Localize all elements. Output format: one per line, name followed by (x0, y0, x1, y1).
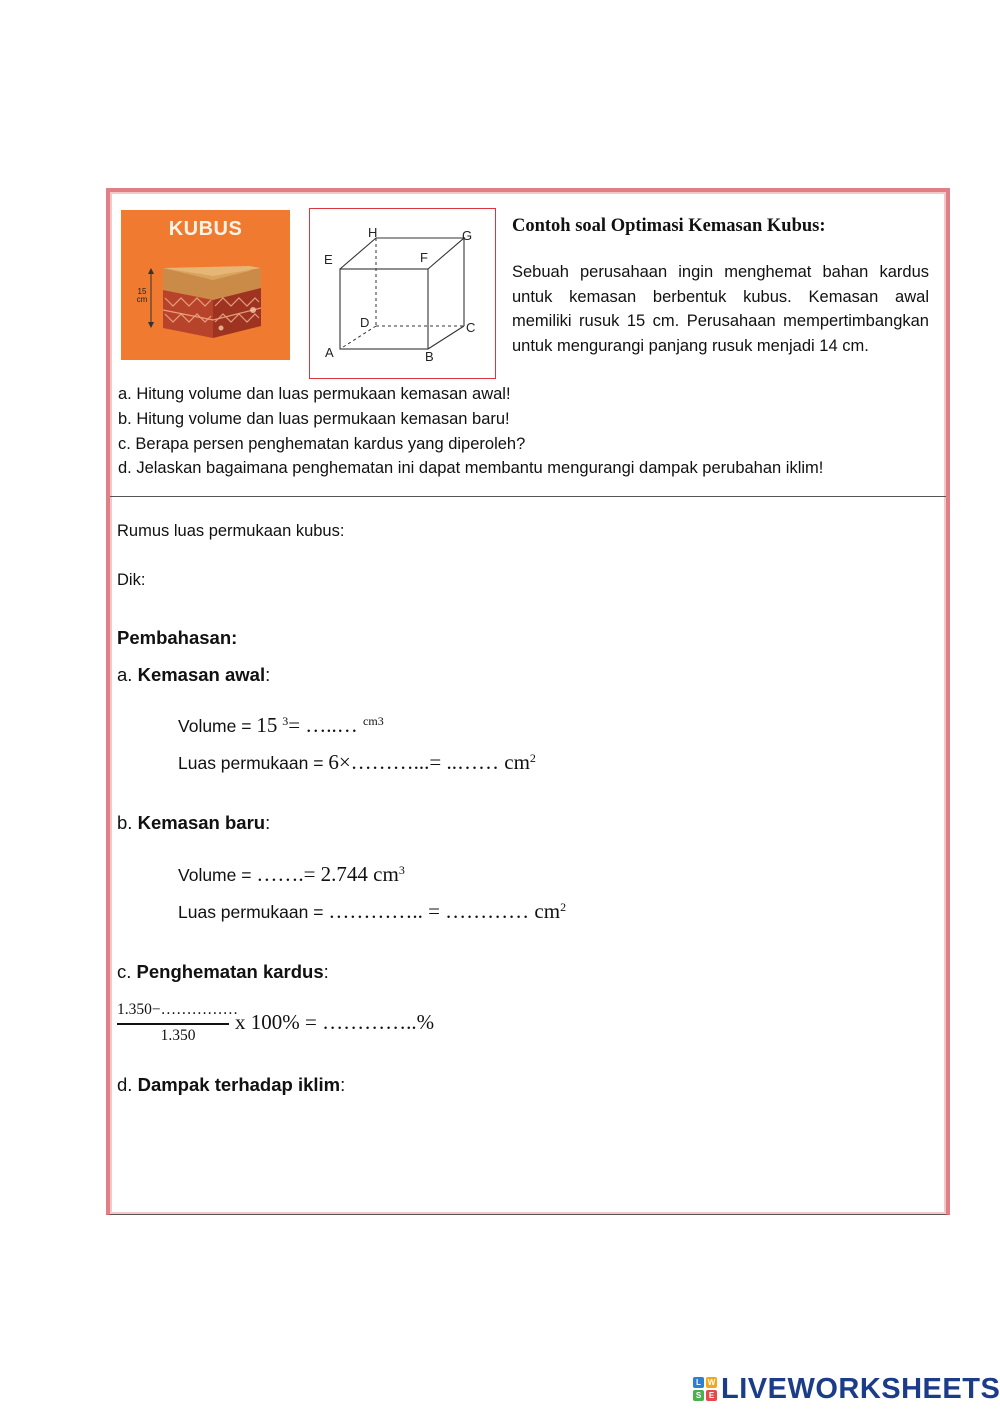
cube-diagram (309, 208, 496, 379)
part-b-luas-exp: 2 (560, 900, 567, 915)
part-a-volume-label: Volume = (178, 716, 257, 736)
question-title: Contoh soal Optimasi Kemasan Kubus: (512, 216, 826, 236)
part-b-title: Kemasan baru (137, 812, 266, 833)
question-item-b: b. Hitung volume dan luas permukaan kemasan baru! (118, 409, 510, 428)
rumus-label: Rumus luas permukaan kubus: (117, 522, 345, 540)
part-b-prefix: b. (117, 812, 133, 833)
vertex-g-label: G (462, 228, 473, 243)
vertex-a-label: A (325, 345, 334, 360)
part-b-luas-label: Luas permukaan = (178, 902, 329, 922)
part-a-heading (117, 664, 270, 686)
part-a-prefix: a. (117, 664, 133, 685)
part-b-luas (178, 899, 566, 924)
logo-tile-1: L (693, 1377, 704, 1388)
question-item-c: c. Berapa persen penghematan kardus yang diperoleh? (118, 434, 526, 453)
logo-wordmark: LIVEWORKSHEETS (721, 1372, 1000, 1405)
part-b-volume-exp: 3 (398, 863, 405, 878)
part-a-volume (178, 713, 384, 738)
fraction-numerator: 1.350−…………… (117, 1001, 239, 1018)
part-b-luas-expr: ………….. = ………… cm (328, 899, 561, 923)
savings-fraction (117, 1001, 239, 1047)
question-list (118, 382, 823, 481)
section-divider (110, 496, 946, 497)
part-a-volume-unit: cm3 (363, 714, 384, 729)
part-c-colon: : (323, 961, 329, 982)
part-a-volume-rest: = …..… (288, 713, 364, 737)
vertex-d-label: D (360, 315, 370, 330)
dimension-label-15: 15 (137, 287, 147, 296)
vertex-b-label: B (425, 349, 434, 364)
part-b-volume-label: Volume = (178, 865, 257, 885)
part-a-luas (178, 750, 536, 775)
part-b-volume-expr: …….= 2.744 cm (256, 862, 399, 886)
part-d-title: Dampak terhadap iklim (137, 1074, 341, 1095)
part-b-heading (117, 812, 270, 834)
vertex-e-label: E (324, 252, 333, 267)
part-b-colon: : (265, 812, 271, 833)
logo-tile-4: E (706, 1390, 717, 1401)
vertex-h-label: H (368, 225, 378, 240)
part-a-volume-exp: 3 (282, 714, 289, 729)
vertex-c-label: C (466, 320, 476, 335)
fraction-bar (117, 1023, 229, 1025)
part-b-volume (178, 862, 405, 887)
vertex-f-label: F (420, 250, 428, 265)
part-c-percentage: x 100% = …………..% (235, 1010, 435, 1034)
liveworksheets-logo[interactable] (693, 1374, 1000, 1404)
patterned-box-graphic (121, 210, 290, 360)
kubus-illustration (121, 210, 290, 360)
part-a-luas-exp: 2 (529, 751, 536, 766)
part-a-colon: : (265, 664, 271, 685)
part-a-title: Kemasan awal (137, 664, 266, 685)
kubus-title: KUBUS (168, 218, 243, 240)
part-c-title: Penghematan kardus (136, 961, 324, 982)
dik-label: Dik: (117, 571, 146, 589)
logo-tile-3: S (693, 1390, 704, 1401)
part-d-colon: : (340, 1074, 346, 1095)
part-d-prefix: d. (117, 1074, 133, 1095)
dimension-label-cm: cm (136, 295, 148, 304)
pembahasan-heading: Pembahasan: (117, 627, 238, 648)
part-c-heading (117, 961, 329, 983)
logo-tile-2: W (707, 1378, 716, 1387)
part-a-luas-expr: 6×………...= ..…… cm (328, 750, 530, 774)
question-item-a: a. Hitung volume dan luas permukaan kemasan awal! (118, 385, 511, 403)
logo-mark-icon (693, 1377, 717, 1401)
question-item-d: d. Jelaskan bagaimana penghematan ini dapat membantu mengurangi dampak perubahan iklim! (118, 459, 824, 478)
part-a-luas-label: Luas permukaan = (178, 753, 329, 773)
question-text: Sebuah perusahaan ingin menghemat bahan kardus untuk kemasan berbentuk kubus. Kemasan awal memiliki rusuk 15 cm. Perusahaan mempertimbangkan untuk mengurangi panjang rusuk menjadi 14 cm. (512, 263, 929, 355)
part-d-heading (117, 1074, 345, 1096)
fraction-denominator: 1.350 (160, 1027, 196, 1044)
part-a-volume-base: 15 (256, 713, 278, 737)
part-c-prefix: c. (117, 961, 132, 982)
